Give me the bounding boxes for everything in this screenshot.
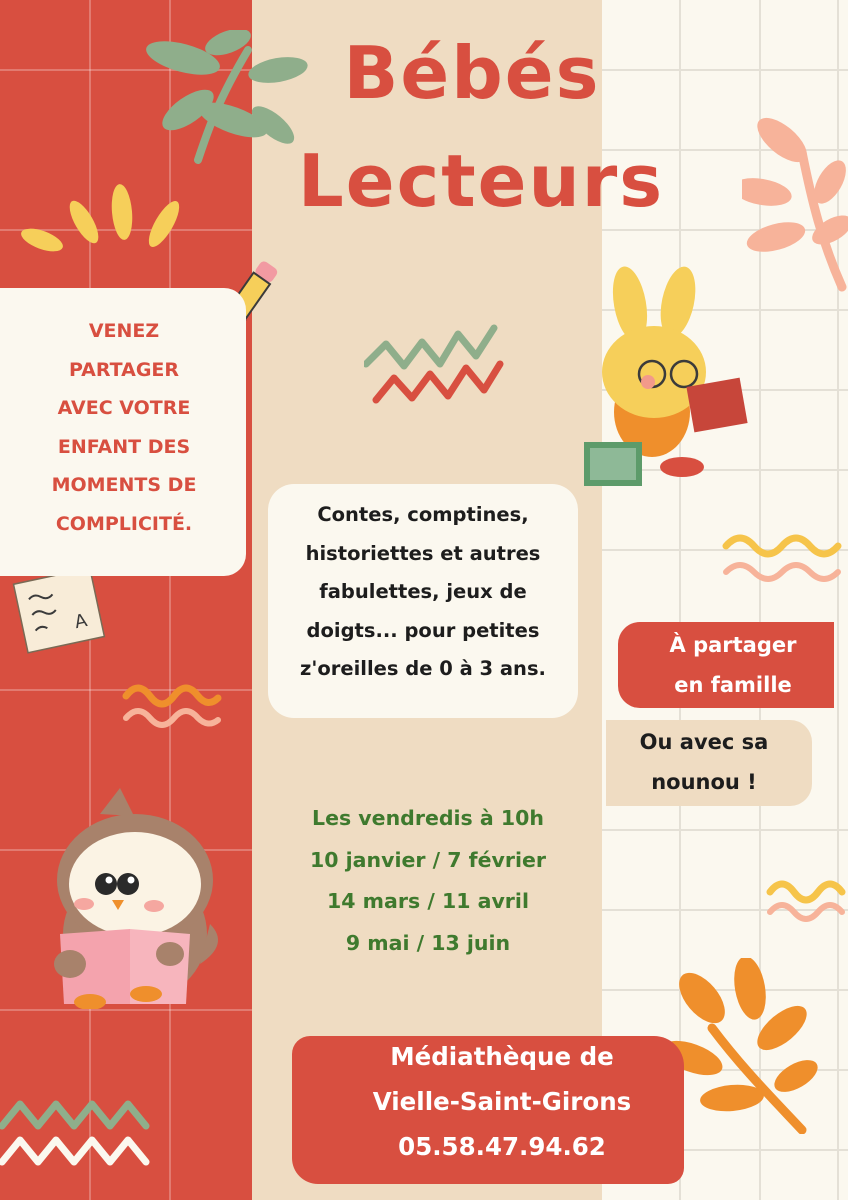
schedule-line: 10 janvier / 7 février — [309, 847, 547, 872]
invite-line: VENEZ — [88, 320, 160, 342]
description-line: z'oreilles de 0 à 3 ans. — [300, 657, 546, 680]
wave-icon — [122, 672, 222, 728]
sun-rays-icon — [14, 172, 194, 262]
family-tag-line: À partager — [669, 633, 797, 657]
family-tag-line: en famille — [674, 673, 792, 697]
schedule-line: Les vendredis à 10h — [312, 806, 544, 830]
description-line: historiettes et autres — [305, 541, 541, 565]
zigzag-icon — [364, 314, 504, 404]
svg-text:A: A — [72, 610, 90, 634]
nanny-tag-text — [606, 722, 802, 802]
schedule-line: 9 mai / 13 juin — [345, 930, 511, 955]
library-name: Médiathèque de — [390, 1042, 614, 1071]
owl-reading-icon — [30, 784, 230, 1009]
invite-text — [24, 312, 224, 543]
note-icon — [6, 566, 106, 656]
family-tag-text — [628, 625, 838, 705]
leaf-icon — [742, 112, 848, 292]
leaf-icon — [662, 958, 822, 1134]
invite-line: COMPLICITÉ. — [55, 512, 193, 535]
description-text — [276, 496, 570, 689]
invite-line: ENFANT DES — [57, 435, 191, 458]
contact-text — [320, 1034, 684, 1169]
schedule — [262, 798, 594, 964]
description-line: Contes, comptines, — [317, 503, 529, 526]
invite-line: AVEC VOTRE — [57, 397, 191, 419]
zigzag-icon — [0, 1092, 160, 1176]
library-location: Vielle-Saint-Girons — [372, 1087, 632, 1116]
invite-line: PARTAGER — [68, 358, 180, 381]
wave-icon — [766, 868, 848, 924]
nanny-tag-line: nounou ! — [651, 770, 757, 794]
title-line-2: Lecteurs — [297, 139, 665, 223]
bunny-reading-icon — [582, 262, 752, 492]
nanny-tag-line: Ou avec sa — [639, 730, 769, 754]
title-line-1: Bébés — [343, 31, 601, 115]
wave-icon — [720, 526, 848, 590]
description-line: doigts... pour petites — [306, 618, 540, 642]
description-line: fabulettes, jeux de — [319, 580, 527, 603]
phone-number[interactable]: 05.58.47.94.62 — [398, 1132, 606, 1161]
invite-line: MOMENTS DE — [51, 474, 197, 496]
schedule-line: 14 mars / 11 avril — [327, 889, 529, 913]
